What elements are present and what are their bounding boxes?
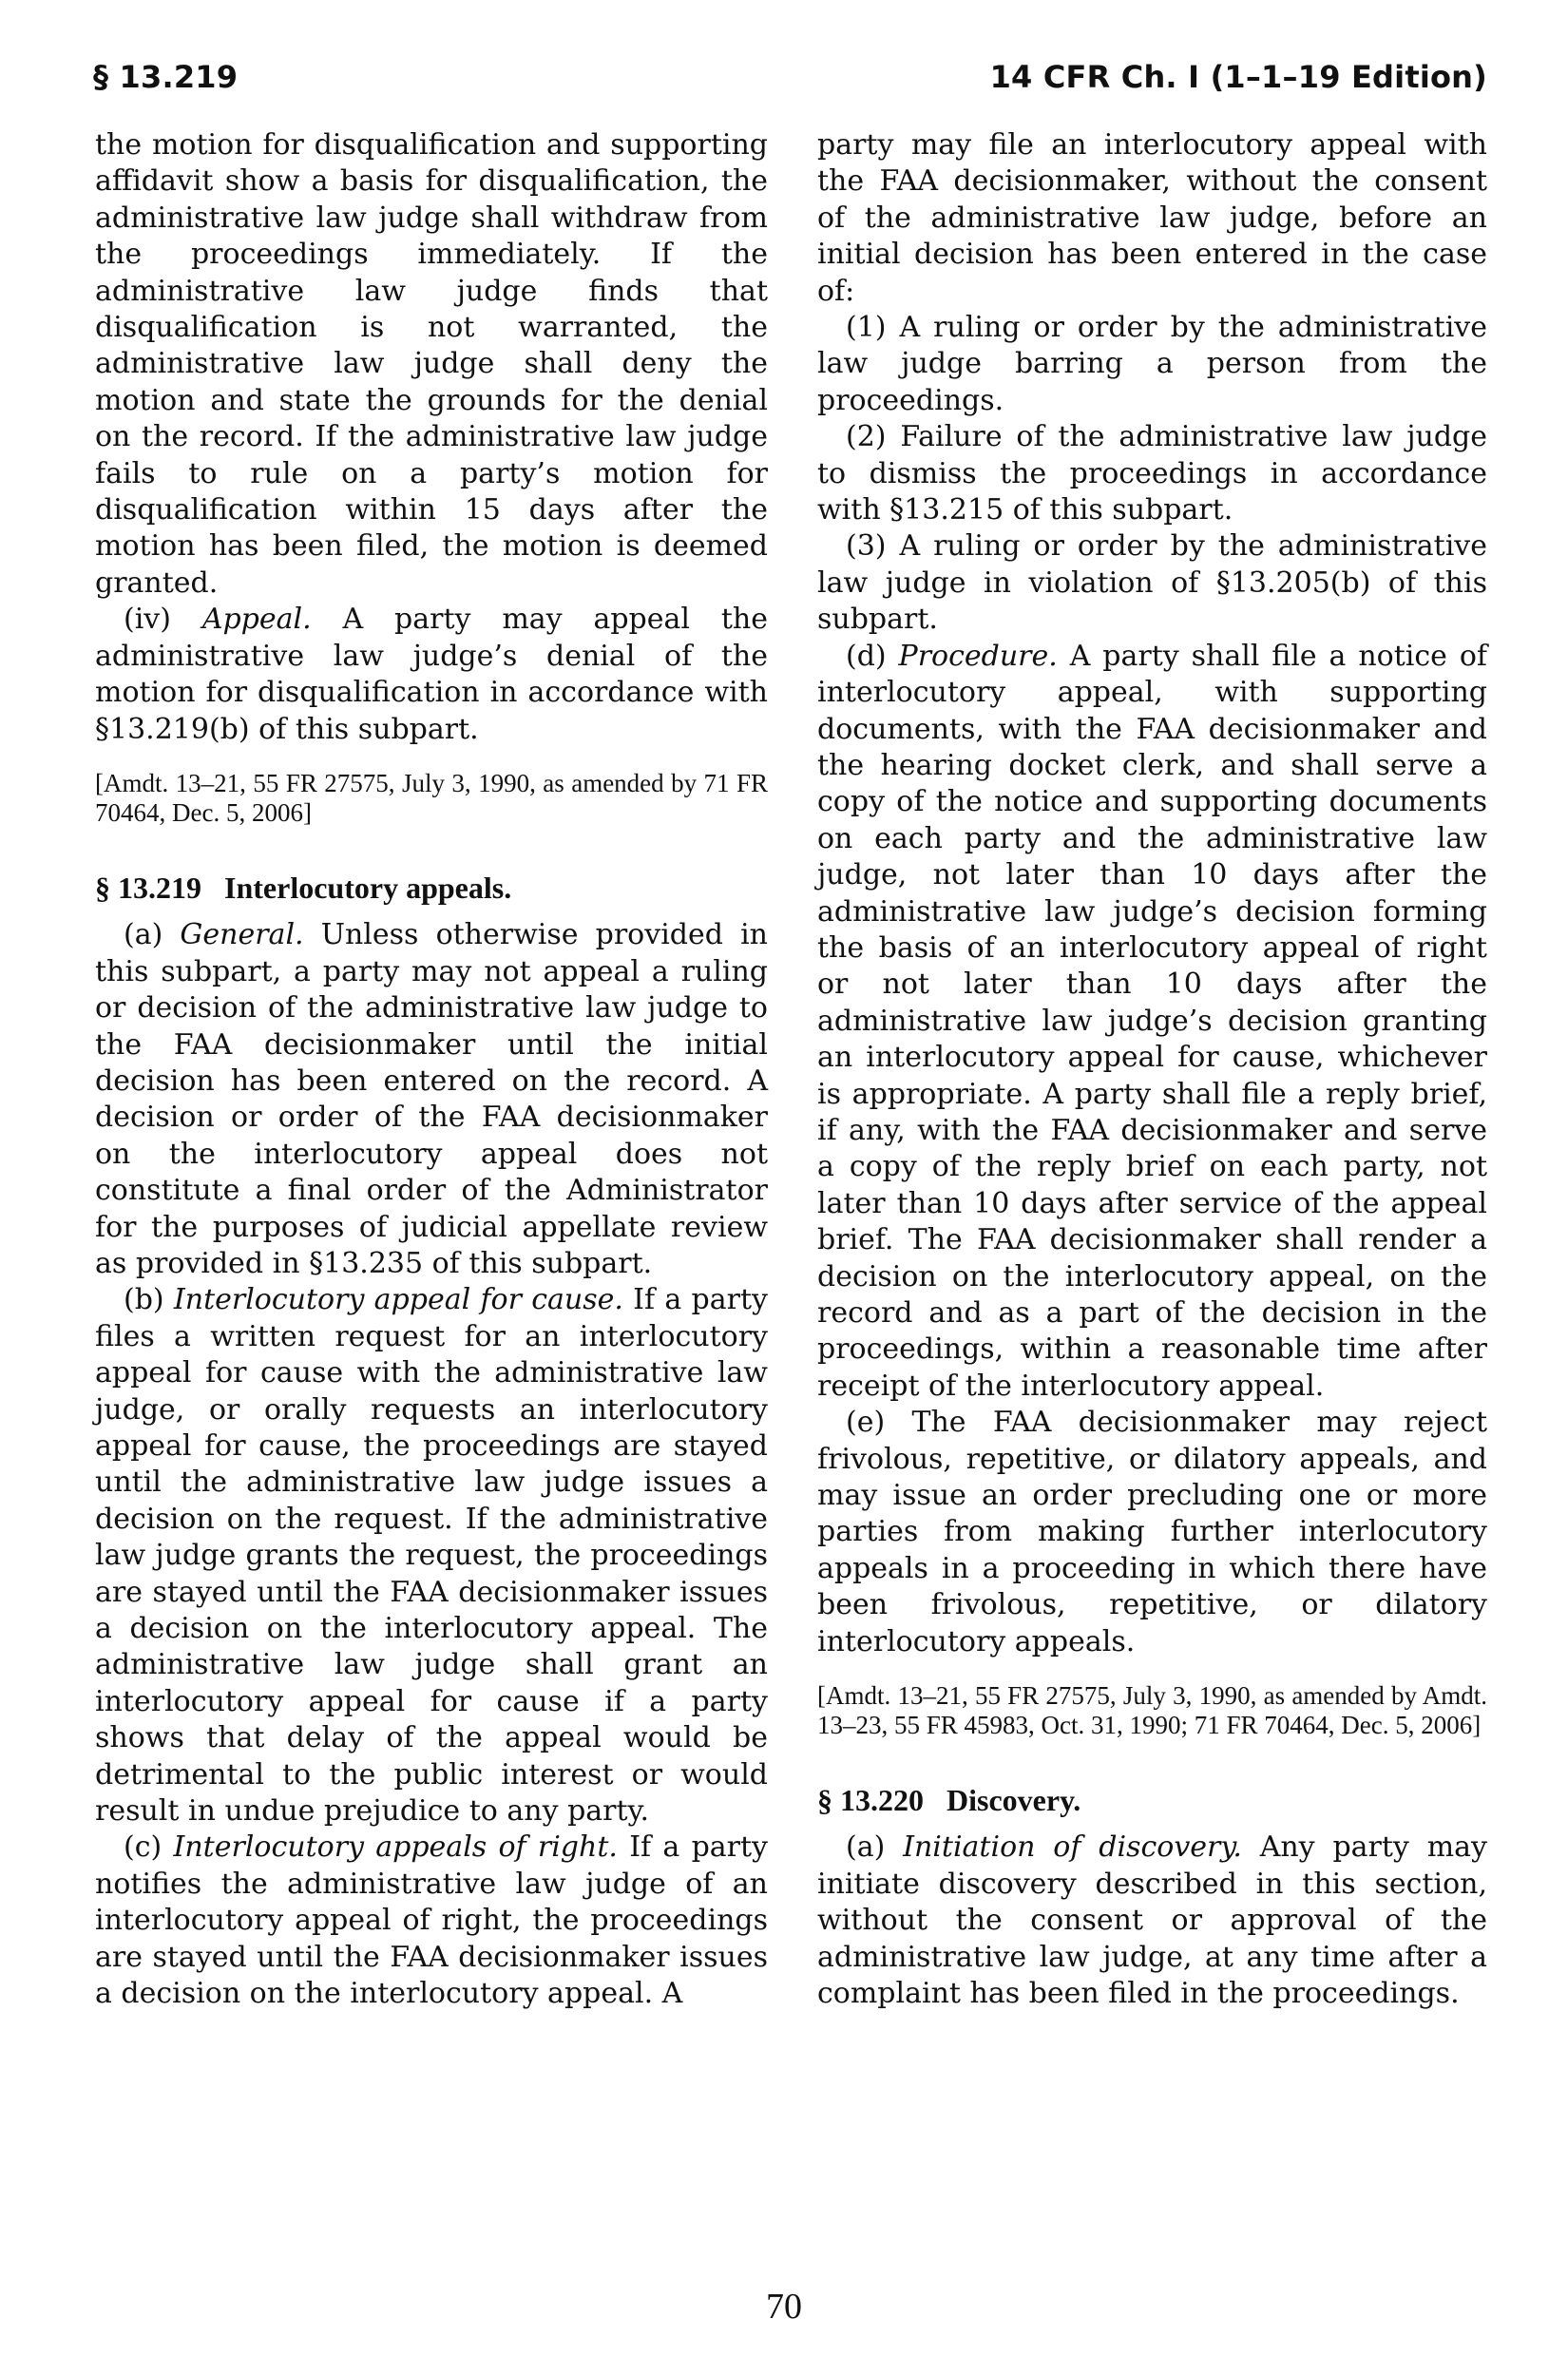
paragraph-c3: (3) A ruling or order by the administrative law judge in violation of §13.205(b) of this subpart. xyxy=(817,529,1487,637)
page-number: 70 xyxy=(766,2287,802,2327)
left-column xyxy=(95,127,768,2013)
paragraph-a-general: (a) General. Unless otherwise provided in this subpart, a party may not appeal a ruling or decision of the administrative law judge to the FAA decisionmaker until the initial decision has been entered on the record. A decision or order of the FAA decisionmaker on the interlocutory appeal does not constitute a final order of the Administrator for the purposes of judicial appellate review as provided in §13.235 of this subpart. xyxy=(95,918,768,1280)
paragraph-c1: (1) A ruling or order by the administrative law judge barring a person from the proceedings. xyxy=(817,311,1487,417)
header-section-number: § 13.219 xyxy=(93,59,239,95)
paragraph-continuation: party may file an interlocutory appeal with the FAA decisionmaker, without the consent of the administrative law judge, before an initial decision has been entered in the case of: xyxy=(817,128,1487,308)
amendment-note: [Amdt. 13–21, 55 FR 27575, July 3, 1990, as amended by 71 FR 70464, Dec. 5, 2006] xyxy=(95,768,768,827)
right-column xyxy=(817,127,1487,2013)
paragraph-e: (e) The FAA decisionmaker may reject frivolous, repetitive, or dilatory appeals, and may issue an order precluding one or more parties from making further interlocutory appeals in a proceeding in which there have been frivolous, repetitive, or dilatory interlocutory appeals. xyxy=(817,1406,1487,1658)
section-heading: § 13.220 Discovery. xyxy=(817,1783,1081,1818)
section-heading: § 13.219 Interlocutory appeals. xyxy=(95,870,512,905)
paragraph-d-procedure: (d) Procedure. A party shall file a notice of interlocutory appeal, with supporting documents, with the FAA decisionmaker and the hearing docket clerk, and shall serve a copy of the notice and supporting documents on each party and the administrative law judge, not later than 10 days after the administrative law judge’s decision forming the basis of an interlocutory appeal of right or not later than 10 days after the administrative law judge’s decision granting an interlocutory appeal for cause, whichever is appropriate. A party shall file a reply brief, if any, with the FAA decisionmaker and serve a copy of the reply brief on each party, not later than 10 days after service of the appeal brief. The FAA decisionmaker shall render a decision on the interlocutory appeal, on the record and as a part of the decision in the proceedings, within a reasonable time after receipt of the interlocutory appeal. xyxy=(817,639,1487,1403)
paragraph-a-initiation: (a) Initiation of discovery. Any party may initiate discovery described in this section, without the consent or approval of the administrative law judge, at any time after a complaint has been filed in the proceedings. xyxy=(817,1830,1487,2011)
running-header xyxy=(93,59,1487,97)
paragraph-continuation: the motion for disqualification and supporting affidavit show a basis for disqualification, the administrative law judge shall withdraw from the proceedings immediately. If the administrative law judge finds that disqualification is not warranted, the administrative law judge shall deny the motion and state the grounds for the denial on the record. If the administrative law judge fails to rule on a party’s motion for disqualification within 15 days after the motion has been filed, the motion is deemed granted. xyxy=(95,128,768,600)
header-edition: 14 CFR Ch. I (1–1–19 Edition) xyxy=(989,59,1487,95)
amendment-note: [Amdt. 13–21, 55 FR 27575, July 3, 1990, as amended by Amdt. 13–23, 55 FR 45983, Oct. 31, 1990; 71 FR 70464, Dec. 5, 2006] xyxy=(817,1681,1487,1740)
paragraph-appeal: (iv) Appeal. A party may appeal the administrative law judge’s denial of the motion for disqualification in accordance with §13.219(b) of this subpart. xyxy=(95,603,768,746)
paragraph-b-cause: (b) Interlocutory appeal for cause. If a party files a written request for an interlocutory appeal for cause with the administrative law judge, or orally requests an interlocutory appeal for cause, the proceedings are stayed until the administrative law judge issues a decision on the request. If the administrative law judge grants the request, the proceedings are stayed until the FAA decisionmaker issues a decision on the interlocutory appeal. The administrative law judge shall grant an interlocutory appeal for cause if a party shows that delay of the appeal would be detrimental to the public interest or would result in undue prejudice to any party. xyxy=(95,1283,768,1829)
paragraph-c-right: (c) Interlocutory appeals of right. If a party notifies the administrative law judge of an interlocutory appeal of right, the proceedings are stayed until the FAA decisionmaker issues a decision on the interlocutory appeal. A xyxy=(95,1830,769,2011)
paragraph-c2: (2) Failure of the administrative law judge to dismiss the proceedings in accordance with §13.215 of this subpart. xyxy=(817,420,1487,527)
